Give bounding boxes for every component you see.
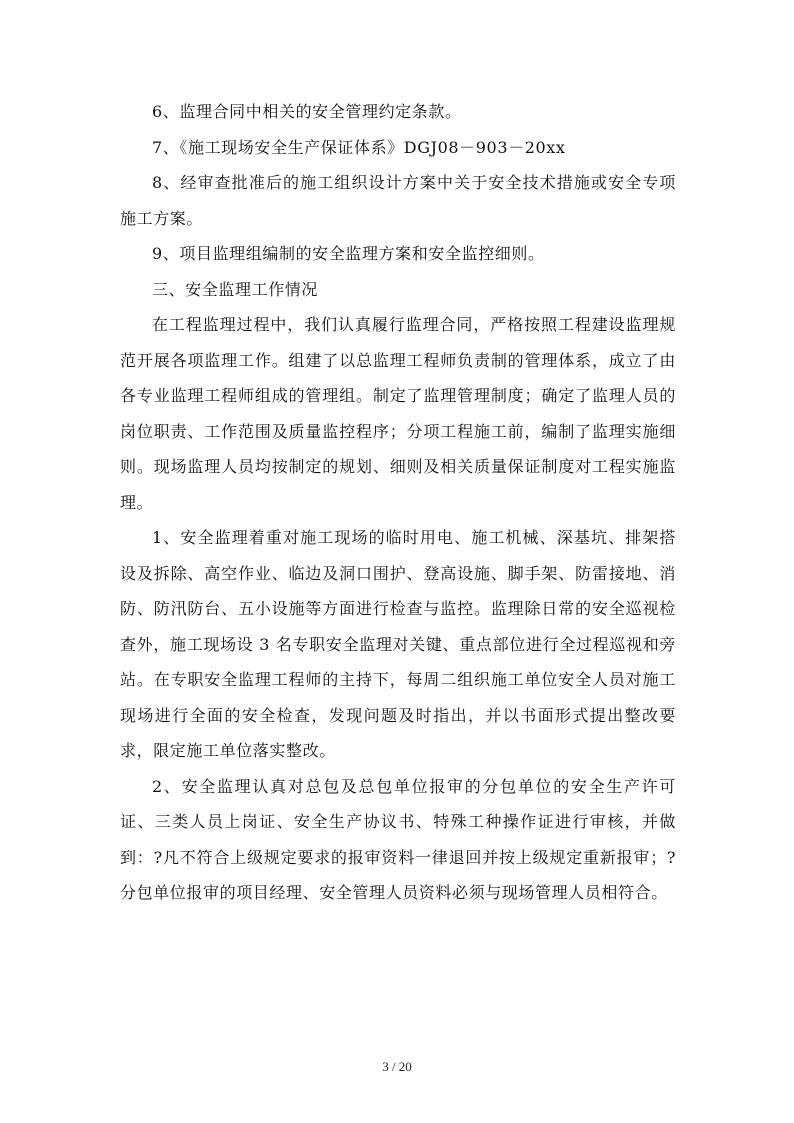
- paragraph-item-9: 9、项目监理组编制的安全监理方案和安全监控细则。: [152, 244, 545, 263]
- paragraph-intro: 在工程监理过程中，我们认真履行监理合同，严格按照工程建设监理规范开展各项监理工作。组建了以总监理工程师负责制的管理体系，成立了由各专业监理工程师组成的管理组。制定了监理管理制度；确定了监理人员的岗位职责、工作范围及质量监控程序；分项工程施工前，编制了监理实施细则。现场监理人员均按制定的规划、细则及相关质量保证制度对工程实施监理。: [120, 315, 676, 512]
- paragraph-point-1: 1、安全监理着重对施工现场的临时用电、施工机械、深基坑、排架搭设及拆除、高空作业、临边及洞口围护、登高设施、脚手架、防雷接地、消防、防汛防台、五小设施等方面进行检查与监控。监理除日常的安全巡视检查外，施工现场设 3 名专职安全监理对关键、重点部位进行全过程巡视和旁站。在专职安全监理工程师的主持下，每周二组织施工单位安全人员对施工现场进行全面的安全检查，发现问题及时指出，并以书面形式提出整改要求，限定施工单位落实整改。: [120, 528, 676, 760]
- paragraph-point-2: 2、安全监理认真对总包及总包单位报审的分包单位的安全生产许可证、三类人员上岗证、安全生产协议书、特殊工种操作证进行审核，并做到：?凡不符合上级规定要求的报审资料一律退回并按上级规定重新报审；?分包单位报审的项目经理、安全管理人员资料必须与现场管理人员相符合。: [120, 776, 676, 902]
- paragraph-item-8: 8、经审查批准后的施工组织设计方案中关于安全技术措施或安全专项施工方案。: [120, 173, 676, 228]
- section-heading: 三、安全监理工作情况: [152, 279, 319, 299]
- document-body: [120, 94, 676, 911]
- page-number: 3 / 20: [382, 1059, 412, 1074]
- paragraph-item-6: 6、监理合同中相关的安全管理约定条款。: [152, 102, 462, 121]
- paragraph-item-7: 7、《施工现场安全生产保证体系》DGJ08－903－20xx: [152, 137, 566, 157]
